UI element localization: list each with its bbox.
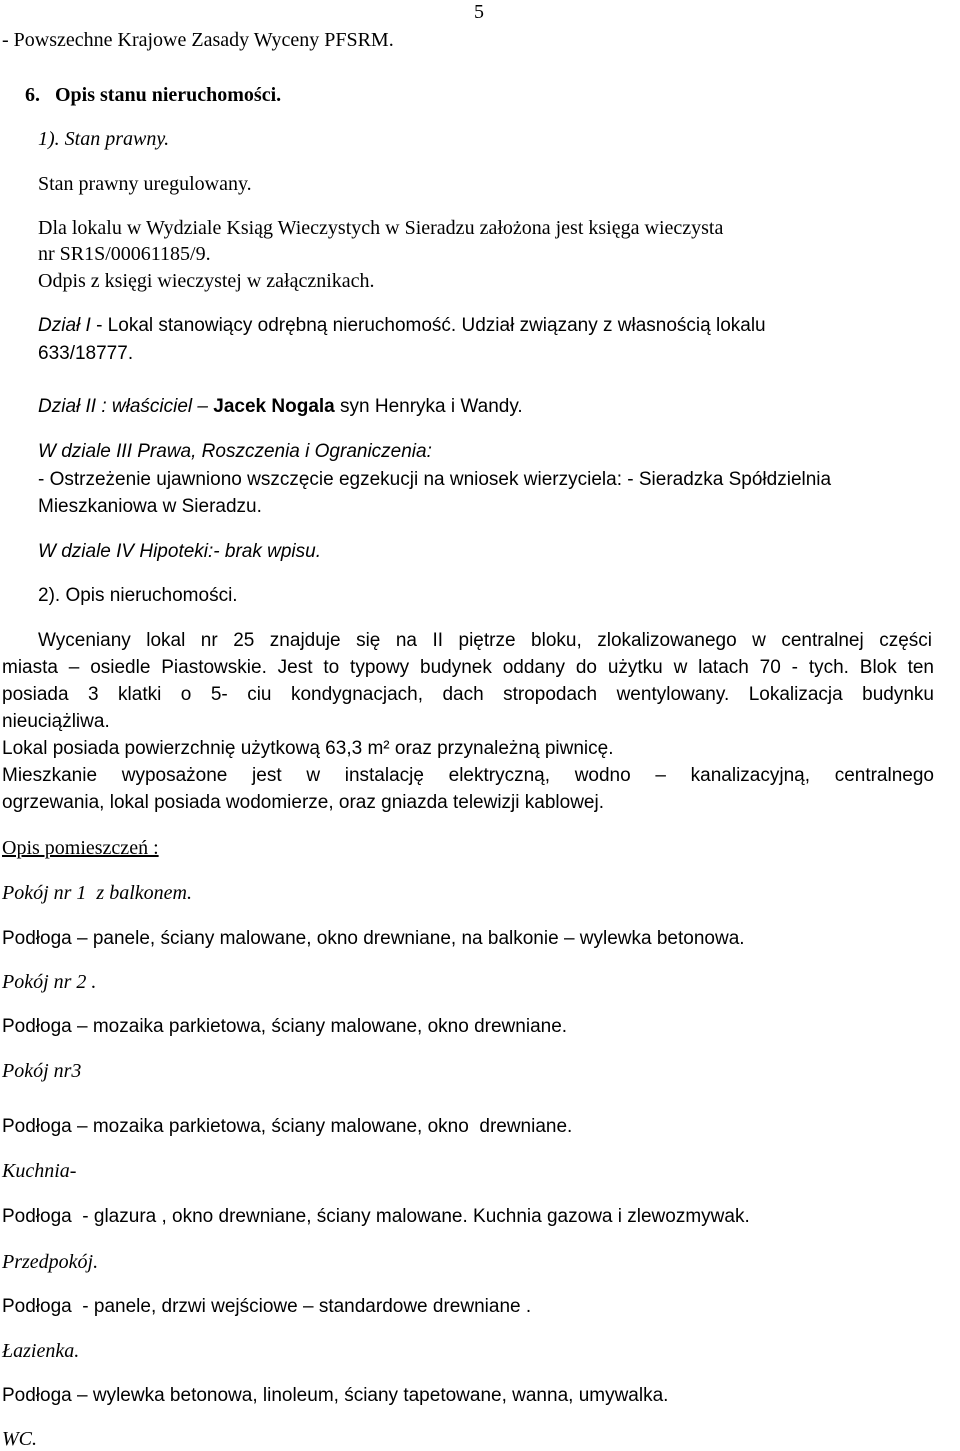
section-6-heading: 6. Opis stanu nieruchomości. — [25, 84, 282, 106]
section-iv-line: W dziale IV Hipoteki:- brak wpisu. — [38, 541, 321, 562]
property-description-heading: 2). Opis nieruchomości. — [38, 585, 238, 606]
description-line-4: nieuciążliwa. — [2, 711, 110, 732]
room-name: Pokój nr 1 z balkonem. — [2, 882, 192, 904]
section-ii-label: Dział II : właściciel – — [38, 396, 214, 417]
owner-suffix: syn Henryka i Wandy. — [334, 396, 523, 417]
room-name: Pokój nr3 — [2, 1060, 82, 1082]
room-name: Łazienka. — [2, 1340, 80, 1362]
room-description: Podłoga – mozaika parkietowa, ściany malowane, okno drewniane. — [2, 1016, 568, 1037]
room-description: Podłoga - panele, drzwi wejściowe – standardowe drewniane . — [2, 1296, 532, 1317]
owner-name: Jacek Nogala — [213, 396, 335, 417]
land-register-line-2: nr SR1S/00061185/9. — [38, 243, 211, 265]
land-register-line-3: Odpis z księgi wieczystej w załącznikach. — [38, 270, 375, 292]
section-i-share: 633/18777. — [38, 343, 134, 364]
section-iii-line-2: Mieszkaniowa w Sieradzu. — [38, 496, 262, 517]
installations-line-1: Mieszkanie wyposażone jest w instalację elektryczną, wodno – kanalizacyjną, centralnego — [2, 765, 934, 786]
section-i-text: - Lokal stanowiący odrębną nieruchomość. Udział związany z własnością lokalu — [90, 315, 766, 336]
intro-line: - Powszechne Krajowe Zasady Wyceny PFSRM. — [2, 29, 394, 51]
legal-status-text: Stan prawny uregulowany. — [38, 173, 252, 195]
room-name: Pokój nr 2 . — [2, 971, 97, 993]
page-number: 5 — [474, 1, 484, 23]
description-line-2: miasta – osiedle Piastowskie. Jest to typowy budynek oddany do użytku w latach 70 - tych. Blok ten — [2, 657, 934, 678]
room-name: WC. — [2, 1428, 37, 1450]
legal-status-heading: 1). Stan prawny. — [38, 128, 170, 150]
room-name: Przedpokój. — [2, 1251, 99, 1273]
section-iii-heading: W dziale III Prawa, Roszczenia i Ograniczenia: — [38, 441, 432, 462]
installations-line-2: ogrzewania, lokal posiada wodomierze, oraz gniazda telewizji kablowej. — [2, 792, 604, 813]
rooms-heading: Opis pomieszczeń : — [2, 837, 159, 859]
description-line-1: Wyceniany lokal nr 25 znajduje się na II piętrze bloku, zlokalizowanego w centralnej części — [38, 630, 932, 651]
usable-area-line: Lokal posiada powierzchnię użytkową 63,3 m² oraz przynależną piwnicę. — [2, 738, 614, 759]
room-name: Kuchnia- — [2, 1160, 77, 1182]
section-iii-line-1: - Ostrzeżenie ujawniono wszczęcie egzekucji na wniosek wierzyciela: - Sieradzka Spółdzielnia — [38, 469, 832, 490]
section-i-label: Dział I — [38, 315, 91, 336]
land-register-line-1: Dla lokalu w Wydziale Ksiąg Wieczystych w Sieradzu założona jest księga wieczysta — [38, 217, 724, 239]
room-description: Podłoga – mozaika parkietowa, ściany malowane, okno drewniane. — [2, 1116, 573, 1137]
description-line-3: posiada 3 klatki o 5- ciu kondygnacjach, dach stropodach wentylowany. Lokalizacja budynku — [2, 684, 934, 705]
section-i-line-1 — [38, 316, 766, 335]
section-ii-line — [38, 397, 523, 416]
room-description: Podłoga – panele, ściany malowane, okno drewniane, na balkonie – wylewka betonowa. — [2, 928, 745, 949]
room-description: Podłoga – wylewka betonowa, linoleum, ściany tapetowane, wanna, umywalka. — [2, 1385, 669, 1406]
room-description: Podłoga - glazura , okno drewniane, ściany malowane. Kuchnia gazowa i zlewozmywak. — [2, 1206, 750, 1227]
